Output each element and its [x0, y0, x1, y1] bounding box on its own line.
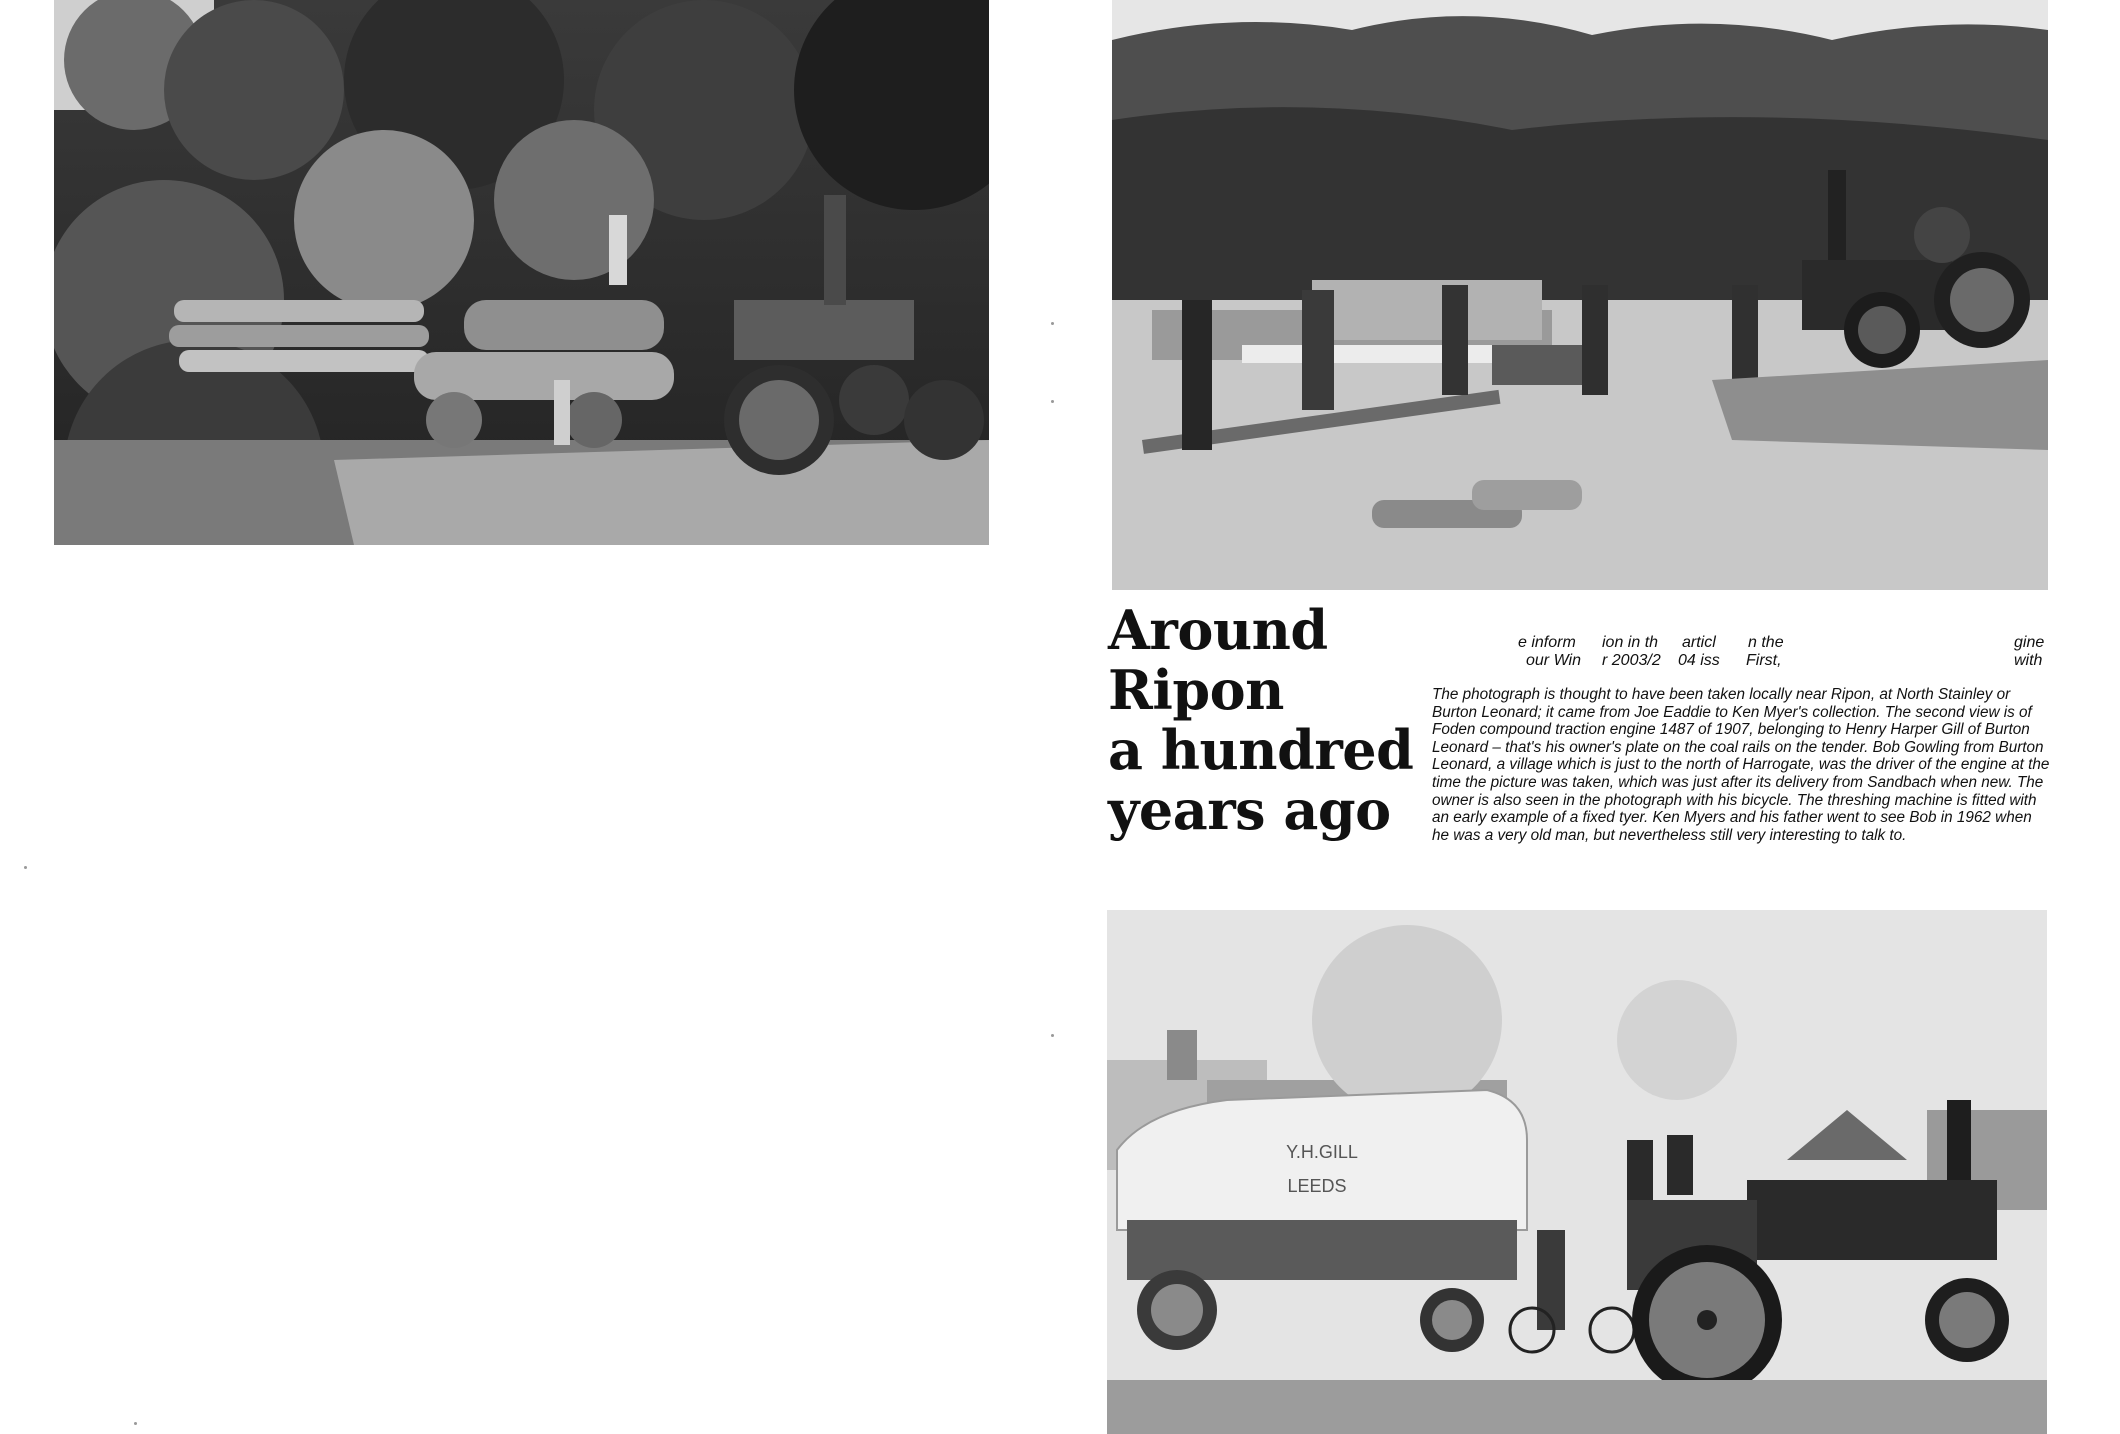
intro-fragment: gine: [2014, 634, 2045, 651]
scan-speck: [134, 1422, 137, 1425]
photo-timber-haulage: [54, 0, 989, 545]
intro-fragment: First,: [1746, 652, 1782, 669]
title-line: Around: [1108, 598, 1328, 662]
scan-speck: [1051, 1034, 1054, 1037]
title-line: years ago: [1108, 778, 1391, 842]
intro-fragment: articl: [1682, 634, 1716, 651]
intro-fragment: e inform: [1518, 634, 1576, 651]
scan-speck: [1051, 322, 1054, 325]
intro-fragment: with: [2014, 652, 2043, 669]
intro-fragment: r 2003/2: [1602, 652, 1661, 669]
photo-sawbench-scene: [1112, 0, 2048, 590]
title-line: Ripon: [1108, 658, 1284, 722]
photo-threshing-machine: [1107, 910, 2047, 1434]
intro-fragment: n the: [1748, 634, 1784, 651]
sheet-text: Y.H.GILL: [1286, 1142, 1358, 1162]
scan-speck: [24, 866, 27, 869]
article-body: The photograph is thought to have been taken locally near Ripon, at North Stainley or Burton Leonard; it came from Joe Eaddie to Ken Myer's collection. The second view is of Foden compound traction engine 1487 of 1907, belonging to Henry Harper Gill of Burton Leonard – that's his owner's plate on the coal rails on the tender. Bob Gowling from Burton Leonard, a village which is just to the north of Harrogate, was the driver of the engine at the time the picture was taken, which was just after its delivery from Sandbach when new. The owner is also seen in the photograph with his bicycle. The threshing machine is fitted with an early example of a fixed tyer. Ken Myers and his father went to see Bob in 1962 when he was a very old man, but nevertheless still very interesting to talk to.: [1432, 686, 2050, 844]
intro-fragment: ion in th: [1602, 634, 1659, 651]
scan-speck: [1051, 400, 1054, 403]
intro-fragment: 04 iss: [1678, 652, 1720, 669]
intro-fragment: our Win: [1526, 652, 1581, 669]
article-title: [1108, 600, 1428, 840]
intro-fragments: [1432, 634, 2052, 674]
title-line: a hundred: [1108, 718, 1414, 782]
sheet-text: LEEDS: [1287, 1176, 1347, 1196]
